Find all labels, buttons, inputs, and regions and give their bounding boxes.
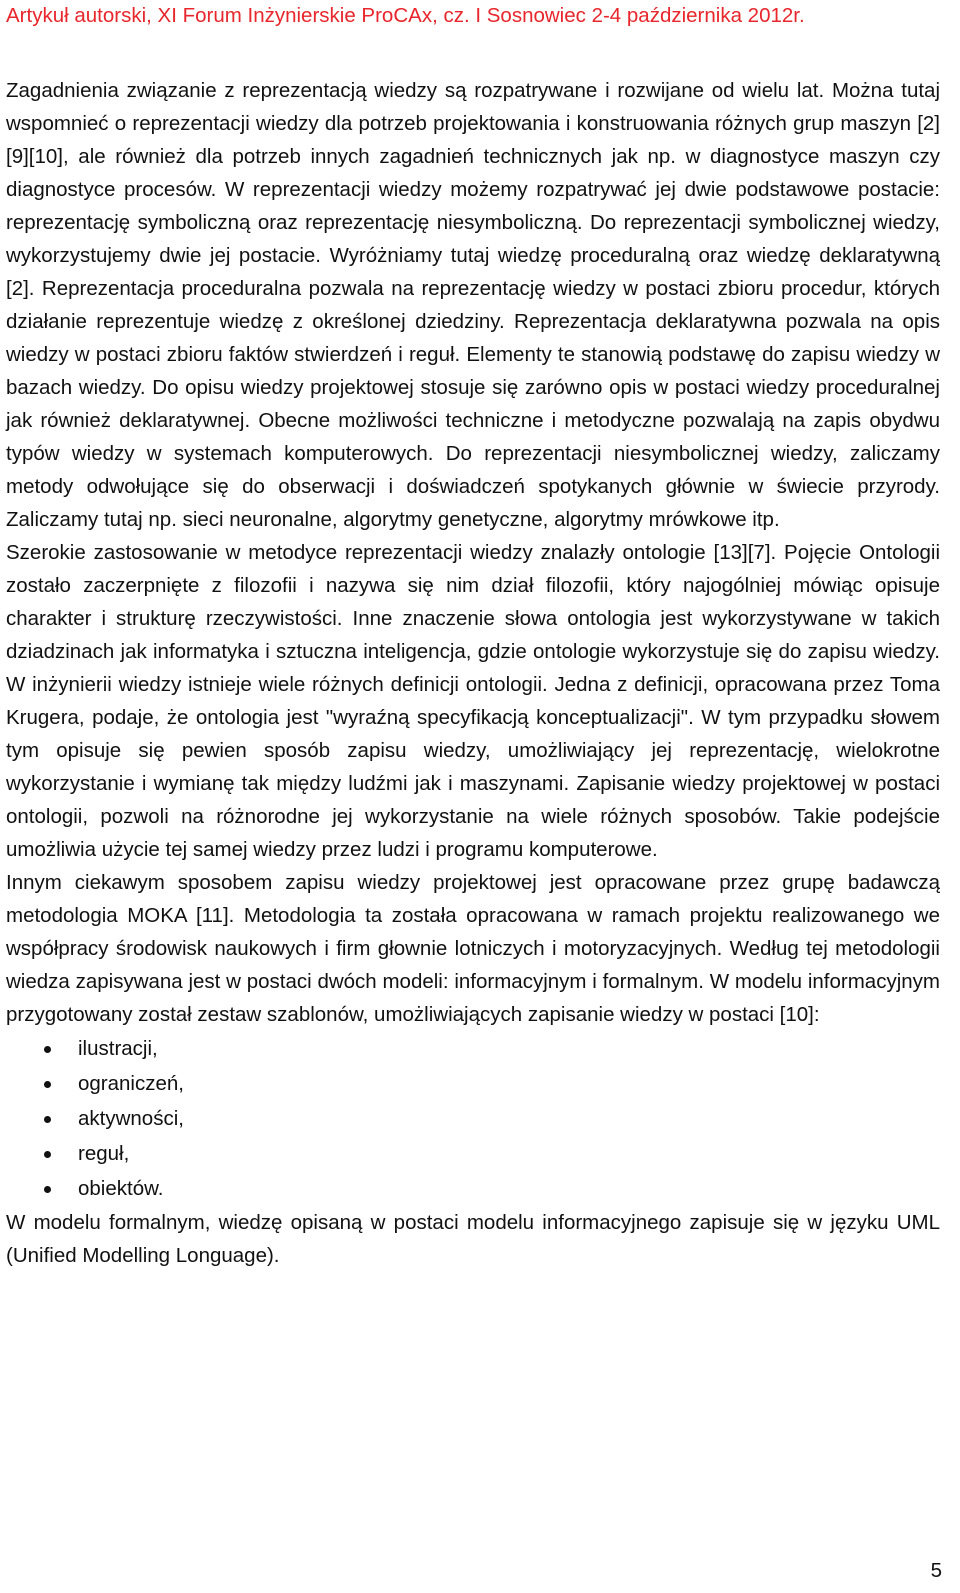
list-item: obiektów.: [6, 1171, 940, 1206]
article-body: [6, 74, 940, 1272]
paragraph-ontologies: Szerokie zastosowanie w metodyce reprezentacji wiedzy znalazły ontologie [13][7]. Pojęcie Ontologii zostało zaczerpnięte z filozofii i nazywa się nim dział filozofii, który najogólniej mówiąc opisuje charakter i strukturę rzeczywistości. Inne znaczenie słowa ontologia jest wykorzystywane w takich dziadzinach jak informatyka i sztuczna inteligencja, gdzie ontologie wykorzystuje się do zapisu wiedzy. W inżynierii wiedzy istnieje wiele różnych definicji ontologii. Jedna z definicji, opracowana przez Toma Krugera, podaje, że ontologia jest "wyraźną specyfikacją konceptualizacji". W tym przypadku słowem tym opisuje się pewien sposób zapisu wiedzy, umożliwiający jej reprezentację, wielokrotne wykorzystanie i wymianę tak między ludźmi jak i maszynami. Zapisanie wiedzy projektowej w postaci ontologii, pozwoli na różnorodne jej wykorzystanie na wiele różnych sposobów. Takie podejście umożliwia użycie tej samej wiedzy przez ludzi i programu komputerowe.: [6, 541, 940, 861]
template-list: [6, 1031, 940, 1206]
running-header: Artykuł autorski, XI Forum Inżynierskie ProCAx, cz. I Sosnowiec 2-4 października 2012r.: [6, 4, 805, 27]
list-item: ograniczeń,: [6, 1066, 940, 1101]
paragraph-formal-model: W modelu formalnym, wiedzę opisaną w postaci modelu informacyjnego zapisuje się w języku UML (Unified Modelling Longuage).: [6, 1211, 940, 1267]
paragraph-moka-methodology: Innym ciekawym sposobem zapisu wiedzy projektowej jest opracowane przez grupę badawczą metodologia MOKA [11]. Metodologia ta została opracowana w ramach projektu realizowanego we współpracy środowisk naukowych i firm głownie lotniczych i motoryzacyjnych. Według tej metodologii wiedza zapisywana jest w postaci dwóch modeli: informacyjnym i formalnym. W modelu informacyjnym przygotowany został zestaw szablonów, umożliwiających zapisanie wiedzy w postaci [10]:: [6, 871, 940, 1026]
list-item: aktywności,: [6, 1101, 940, 1136]
list-item: ilustracji,: [6, 1031, 940, 1066]
page-number: 5: [930, 1559, 942, 1582]
paragraph-knowledge-representation: Zagadnienia związanie z reprezentacją wiedzy są rozpatrywane i rozwijane od wielu lat. Można tutaj wspomnieć o reprezentacji wiedzy dla potrzeb projektowania i konstruowania różnych grup maszyn [2][9][10], ale również dla potrzeb innych zagadnień technicznych jak np. w diagnostyce maszyn czy diagnostyce procesów. W reprezentacji wiedzy możemy rozpatrywać jej dwie podstawowe postacie: reprezentację symboliczną oraz reprezentację niesymboliczną. Do reprezentacji symbolicznej wiedzy, wykorzystujemy dwie jej postacie. Wyróżniamy tutaj wiedzę proceduralną oraz wiedzę deklaratywną [2]. Reprezentacja proceduralna pozwala na reprezentację wiedzy w postaci zbioru procedur, których działanie reprezentuje wiedzę z określonej dziedziny. Reprezentacja deklaratywna pozwala na opis wiedzy w postaci zbioru faktów stwierdzeń i reguł. Elementy te stanowią podstawę do zapisu wiedzy w bazach wiedzy. Do opisu wiedzy projektowej stosuje się zarówno opis w postaci wiedzy proceduralnej jak również deklaratywnej. Obecne możliwości techniczne i metodyczne pozwalają na zapis obydwu typów wiedzy w systemach komputerowych. Do reprezentacji niesymbolicznej wiedzy, zaliczamy metody odwołujące się do obserwacji i doświadczeń spotykanych głównie w świecie przyrody. Zaliczamy tutaj np. sieci neuronalne, algorytmy genetyczne, algorytmy mrówkowe itp.: [6, 79, 940, 531]
list-item: reguł,: [6, 1136, 940, 1171]
